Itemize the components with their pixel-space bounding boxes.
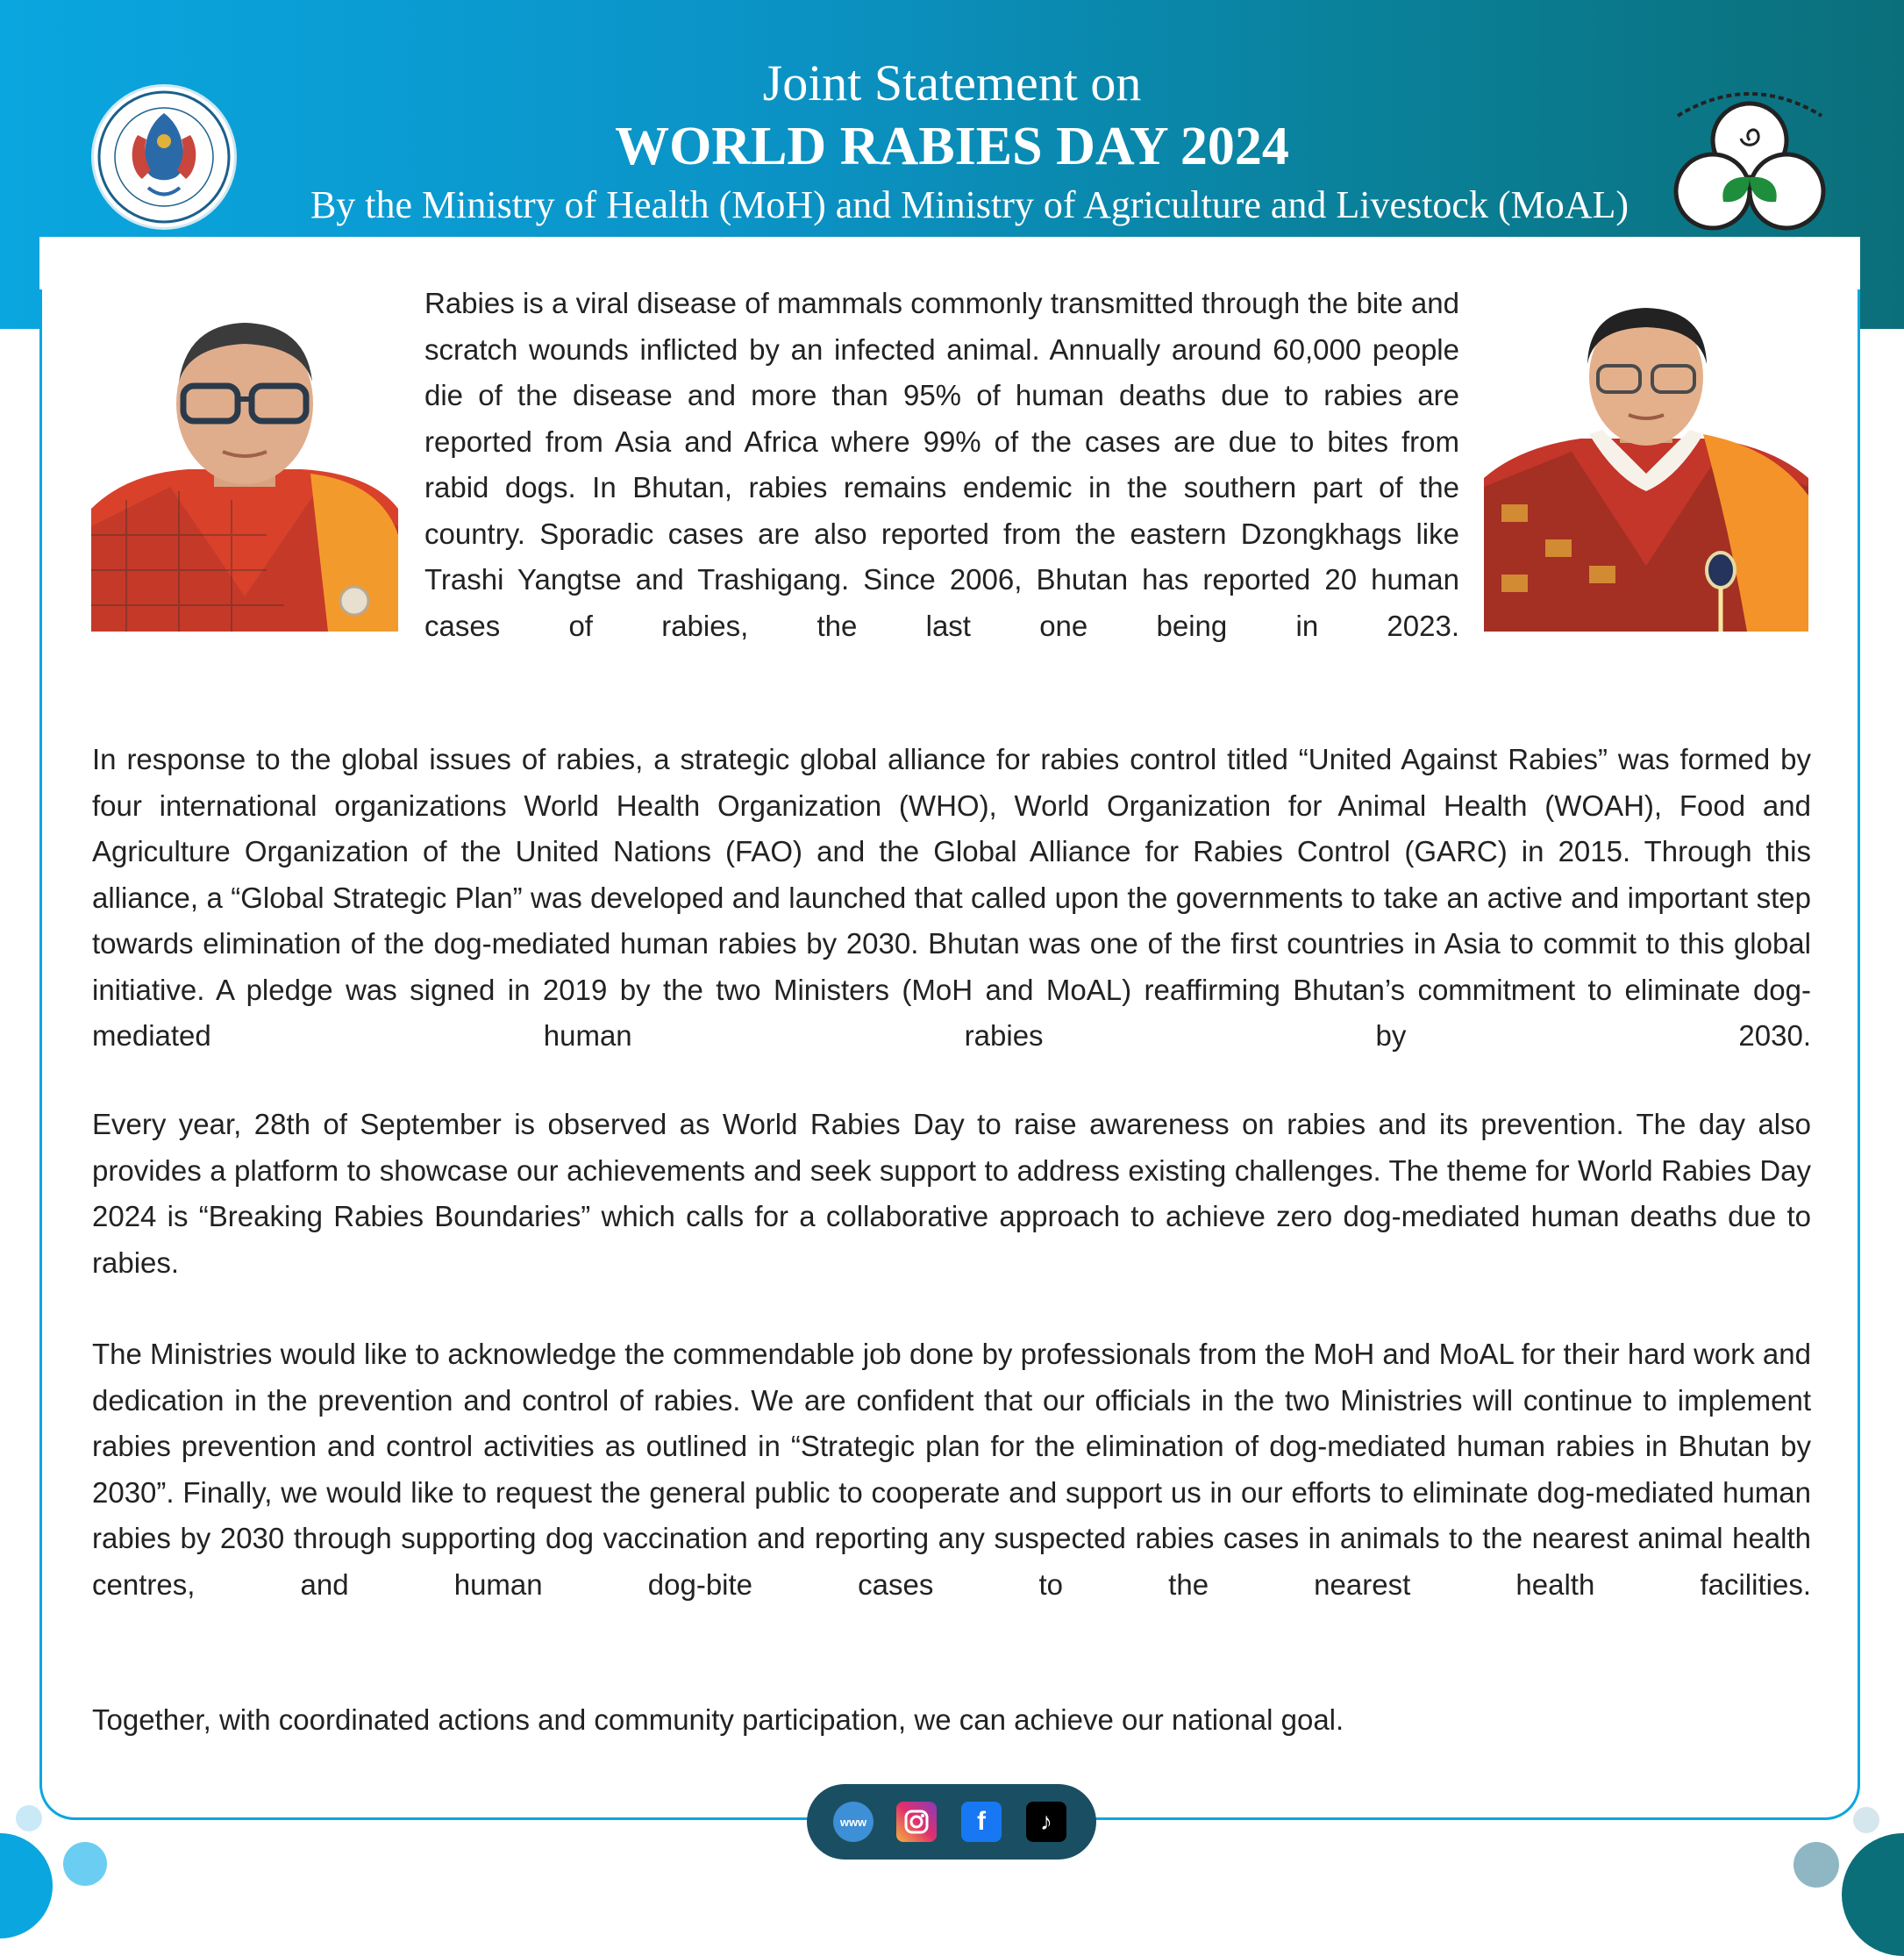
tiktok-icon[interactable]: ♪ — [1026, 1802, 1066, 1842]
social-links-bar — [807, 1784, 1096, 1860]
decorative-circle — [1853, 1807, 1879, 1833]
decorative-circle — [0, 1833, 53, 1938]
minister-portrait-left — [91, 307, 398, 632]
header-title: WORLD RABIES DAY 2024 — [615, 117, 1289, 176]
paragraph-acknowledgement: The Ministries would like to acknowledge the commendable job done by professionals from the MoH and MoAL for their hard work and dedication in the prevention and control of rabies. We are confident that our officials in the two Ministries will continue to implement rabies prevention and control activities as outlined in “Strategic plan for the elimination of dog-mediated human rabies in Bhutan by 2030”. Finally, we would like to request the general public to cooperate and support us in our efforts to eliminate dog-mediated human rabies by 2030 through supporting dog vaccination and reporting any suspected rabies cases in animals to the nearest animal health centres, and human dog-bite cases to the nearest health facilities. — [92, 1338, 1811, 1601]
ministry-of-health-emblem — [91, 84, 237, 230]
header-subtitle: Joint Statement on — [762, 54, 1142, 111]
minister-portrait-right — [1484, 303, 1808, 632]
instagram-icon[interactable] — [896, 1802, 937, 1842]
paragraph-world-rabies-day: Every year, 28th of September is observed as World Rabies Day to raise awareness on rabies and its prevention. The day also provides a platform to showcase our achievements and seek support to address existing challenges. The theme for World Rabies Day 2024 is “Breaking Rabies Boundaries” which calls for a collaborative approach to achieve zero dog-mediated human deaths due to rabies. — [92, 1108, 1811, 1279]
decorative-circle — [1793, 1842, 1839, 1888]
paragraph-closing: Together, with coordinated actions and community participation, we can achieve our national goal. — [92, 1703, 1344, 1736]
paragraph-rabies-overview: Rabies is a viral disease of mammals commonly transmitted through the bite and scratch wounds inflicted by an infected animal. Annually around 60,000 people die of the disease and more than 95% of human deaths due to rabies are reported from Asia and Africa where 99% of the cases are due to bites from rabid dogs. In Bhutan, rabies remains endemic in the southern part of the country. Sporadic cases are also reported from the eastern Dzongkhags like Trashi Yangtse and Trashigang. Since 2006, Bhutan has reported 20 human cases of rabies, the last one being in 2023. — [424, 287, 1459, 642]
facebook-icon[interactable]: f — [961, 1802, 1002, 1842]
decorative-circle — [16, 1805, 42, 1831]
header-title-block — [0, 53, 1904, 232]
decorative-circle — [1842, 1833, 1904, 1956]
decorative-circle — [63, 1842, 107, 1886]
ministry-of-agriculture-emblem — [1662, 79, 1837, 237]
instagram-glyph — [903, 1809, 930, 1835]
globe-icon[interactable]: www — [833, 1802, 874, 1842]
header-byline: By the Ministry of Health (MoH) and Ministry of Agriculture and Livestock (MoAL) — [310, 183, 1629, 226]
paragraph-united-against-rabies: In response to the global issues of rabies, a strategic global alliance for rabies control titled “United Against Rabies” was formed by four international organizations World Health Organization (WHO), World Organization for Animal Health (WOAH), Food and Agriculture Organization of the United Nations (FAO) and the Global Alliance for Rabies Control (GARC) in 2015. Through this alliance, a “Global Strategic Plan” was developed and launched that called upon the governments to take an active and important step towards elimination of the dog-mediated human rabies by 2030. Bhutan was one of the first countries in Asia to commit to this global initiative. A pledge was signed in 2019 by the two Ministers (MoH and MoAL) reaffirming Bhutan’s commitment to eliminate dog-mediated human rabies by 2030. — [92, 743, 1811, 1052]
